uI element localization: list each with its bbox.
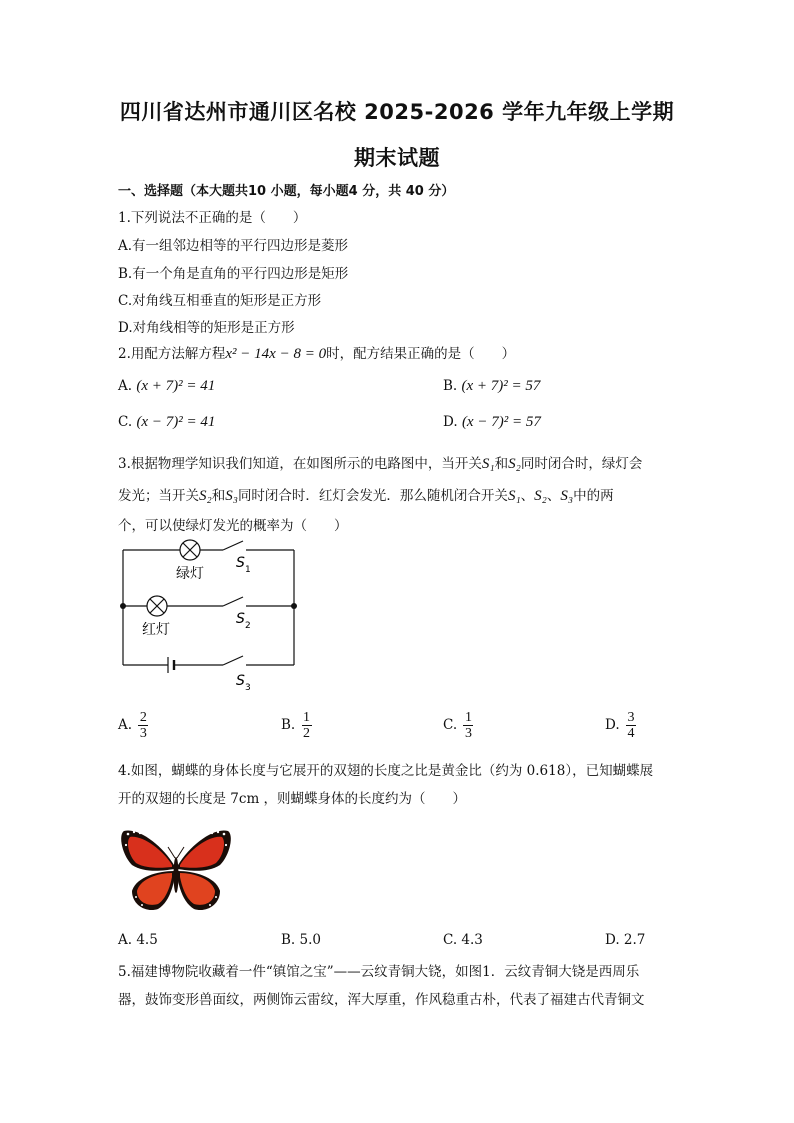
q4-stem-line2: 开的双翅的长度是 7cm ，则蝴蝶身体的长度约为（ ）	[118, 791, 467, 807]
q3-option-b	[281, 710, 312, 741]
q2-option-d-expr: (x − 7)² = 57	[461, 414, 541, 430]
switch-s1-icon	[223, 541, 243, 550]
section-heading: 一、选择题（本大题共10 小题，每小题4 分，共 40 分）	[118, 184, 455, 199]
numerator: 2	[139, 710, 147, 725]
antenna	[177, 847, 184, 858]
q1-option-b: B.有一个角是直角的平行四边形是矩形	[118, 266, 349, 282]
switch-s2-icon	[223, 597, 243, 606]
q2-option-c	[118, 414, 215, 431]
numerator: 3	[627, 710, 635, 725]
q4-option-d: D. 2.7	[605, 932, 646, 948]
q3-option-d-fraction	[626, 710, 636, 741]
q3-option-a	[118, 710, 148, 741]
q1-option-d: D.对角线相等的矩形是正方形	[118, 320, 295, 336]
q2-option-d-label: D.	[443, 414, 458, 430]
q3-stem-line1	[118, 452, 642, 473]
q2-stem-post: 时，配方结果正确的是（ ）	[326, 346, 516, 362]
q3-text: 中的两	[573, 488, 614, 504]
q1-option-a: A.有一组邻边相等的平行四边形是菱形	[118, 238, 349, 254]
q4-option-a: A. 4.5	[118, 932, 158, 948]
q3-switch-s2: S₂	[199, 488, 212, 504]
q3-switch-s3: S₃	[560, 488, 574, 504]
q5-stem-line1: 5.福建博物院收藏着一件“镇馆之宝”——云纹青铜大铙，如图1．云纹青铜大铙是西周乐	[118, 964, 640, 980]
q3-option-b-label: B.	[281, 717, 296, 733]
denominator: 2	[303, 726, 311, 741]
q1-stem: 1.下列说法不正确的是（ ）	[118, 210, 307, 226]
q3-text: 和	[494, 456, 509, 472]
q3-text: 同时闭合时，绿灯会	[520, 456, 643, 472]
q2-option-a-expr: (x + 7)² = 41	[136, 378, 216, 394]
q2-option-d	[443, 414, 541, 431]
q3-option-a-fraction	[138, 710, 148, 741]
numerator: 1	[464, 710, 472, 725]
q3-option-d	[605, 710, 636, 741]
q2-option-c-label: C.	[118, 414, 133, 430]
q4-option-b: B. 5.0	[281, 932, 321, 948]
switch-s2-subscript: 2	[245, 621, 251, 631]
q3-text: 发光；当开关	[118, 488, 199, 504]
switch-s3-label: S	[236, 673, 245, 689]
denominator: 4	[627, 726, 635, 741]
q3-switch-s1: S₁	[507, 488, 521, 504]
q3-text: 同时闭合时．红灯会发光．那么随机闭合开关	[237, 488, 508, 504]
switch-s3-subscript: 3	[245, 683, 251, 693]
q3-text: 、	[520, 488, 535, 504]
q4-stem-line1: 4.如图，蝴蝶的身体长度与它展开的双翅的长度之比是黄金比（约为 0.618），已知蝴蝶展	[118, 763, 654, 779]
q5-stem-line2: 器，鼓饰变形兽面纹，两侧饰云雷纹，浑大厚重，作风稳重古朴，代表了福建古代青铜文	[118, 992, 645, 1008]
q2-option-a	[118, 378, 215, 395]
q3-option-c	[443, 710, 473, 741]
antenna	[168, 847, 175, 858]
junction-dot	[291, 603, 297, 609]
q2-option-a-label: A.	[118, 378, 133, 394]
q3-option-c-label: C.	[443, 717, 458, 733]
q1-option-c: C.对角线互相垂直的矩形是正方形	[118, 293, 322, 309]
denominator: 3	[464, 726, 472, 741]
q3-option-c-fraction	[463, 710, 473, 741]
q2-option-c-expr: (x − 7)² = 41	[136, 414, 216, 430]
q2-option-b-label: B.	[443, 378, 458, 394]
junction-dot	[120, 603, 126, 609]
q3-option-a-label: A.	[118, 717, 133, 733]
switch-s1-label: S	[236, 555, 245, 571]
q3-switch-s2: S₂	[534, 488, 547, 504]
q4-option-c: C. 4.3	[443, 932, 483, 948]
denominator: 3	[139, 726, 147, 741]
q2-equation: x² − 14x − 8 = 0	[225, 346, 327, 362]
q2-option-b	[443, 378, 540, 395]
red-lamp-label: 红灯	[142, 622, 170, 638]
q3-option-d-label: D.	[605, 717, 620, 733]
q2-option-b-expr: (x + 7)² = 57	[461, 378, 541, 394]
q2-stem	[118, 342, 515, 363]
q3-text: 和	[211, 488, 226, 504]
q3-option-b-fraction	[302, 710, 312, 741]
switch-s2-label: S	[236, 611, 245, 627]
q3-switch-s3: S₃	[225, 488, 238, 504]
switch-s3-icon	[223, 656, 243, 665]
q3-switch-s2: S₂	[508, 456, 521, 472]
q3-switch-s1: S₁	[481, 456, 495, 472]
green-lamp-label: 绿灯	[176, 566, 204, 582]
butterfly-image	[118, 825, 234, 917]
circuit-diagram	[110, 535, 310, 695]
page-title-line2: 期末试题	[354, 146, 440, 170]
switch-s1-subscript: 1	[245, 565, 251, 575]
q3-stem-line2	[118, 484, 614, 505]
q2-stem-pre: 2.用配方法解方程	[118, 346, 226, 362]
q3-text: 3.根据物理学知识我们知道，在如图所示的电路图中，当开关	[118, 456, 482, 472]
page-title-line1: 四川省达州市通川区名校 2025-2026 学年九年级上学期	[119, 100, 675, 124]
numerator: 1	[303, 710, 311, 725]
q3-stem-line3: 个，可以使绿灯发光的概率为（ ）	[118, 518, 348, 534]
q3-text: 、	[546, 488, 561, 504]
butterfly-body	[174, 857, 179, 893]
